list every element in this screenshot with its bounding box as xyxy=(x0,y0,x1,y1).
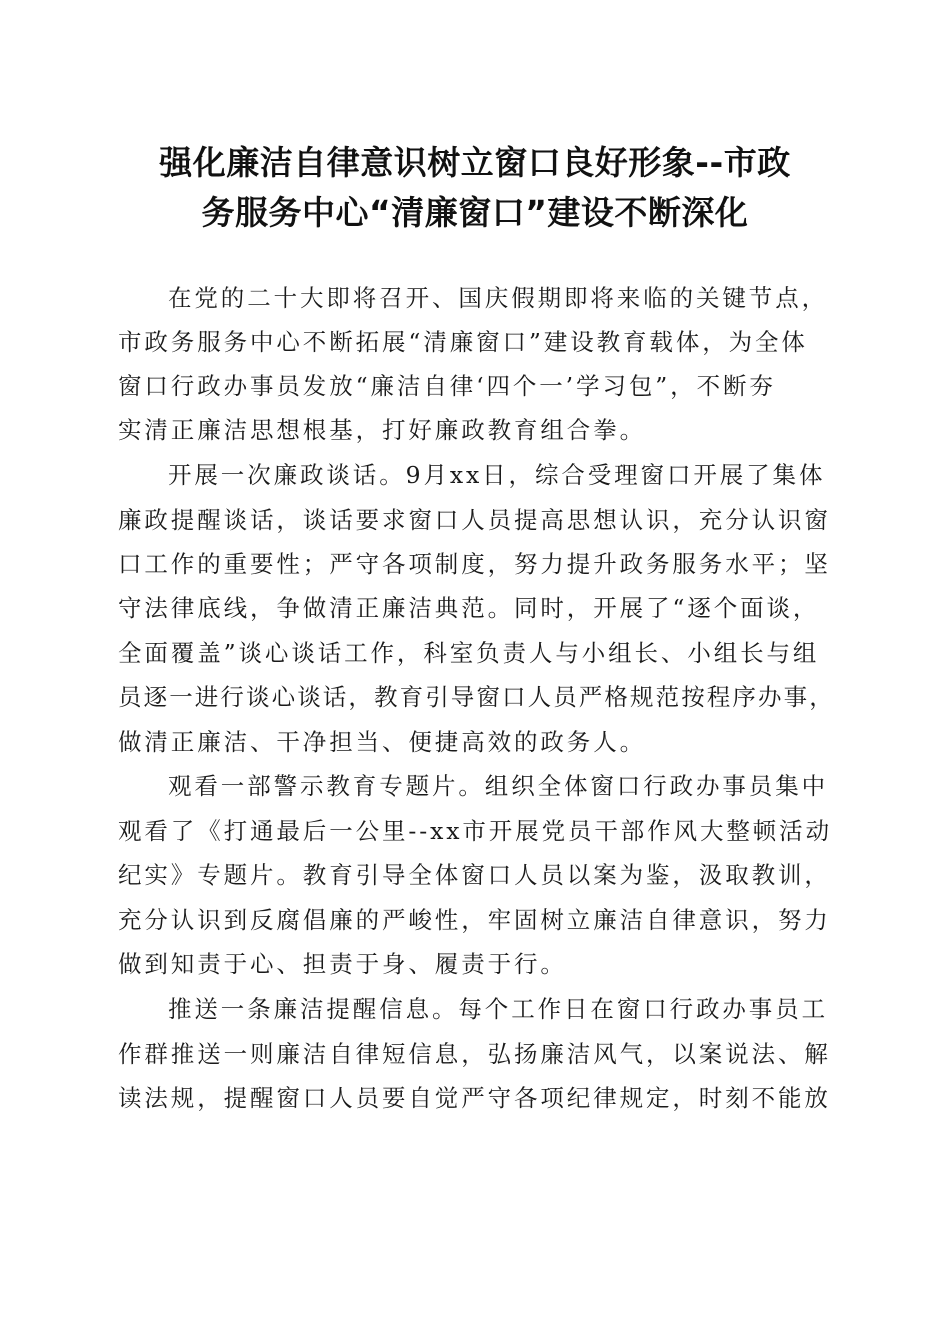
paragraph-line: 做清正廉洁、干净担当、便捷高效的政务人。 xyxy=(118,728,646,756)
paragraph-line: 市政务服务中心不断拓展“清廉窗口”建设教育载体，为全体 xyxy=(118,328,808,356)
paragraph-line: 观看一部警示教育专题片。组织全体窗口行政办事员集中 xyxy=(168,772,828,800)
paragraph-line: 纪实》专题片。教育引导全体窗口人员以案为鉴，汲取教训， xyxy=(118,861,831,889)
paragraph-line: 廉政提醒谈话，谈话要求窗口人员提高思想认识，充分认识窗 xyxy=(118,506,831,534)
title-line-2: 务服务中心“清廉窗口”建设不断深化 xyxy=(201,193,749,232)
paragraph-line: 读法规，提醒窗口人员要自觉严守各项纪律规定，时刻不能放 xyxy=(118,1084,831,1112)
paragraph-line: 员逐一进行谈心谈话，教育引导窗口人员严格规范按程序办事， xyxy=(118,683,835,711)
paragraph-line: 守法律底线，争做清正廉洁典范。同时，开展了“逐个面谈， xyxy=(118,594,820,622)
title-line-1: 强化廉洁自律意识树立窗口良好形象--市政 xyxy=(159,143,791,182)
paragraph-line: 充分认识到反腐倡廉的严峻性，牢固树立廉洁自律意识，努力 xyxy=(118,906,831,934)
paragraph-line: 在党的二十大即将召开、国庆假期即将来临的关键节点， xyxy=(168,284,828,312)
paragraph-line: 全面覆盖”谈心谈话工作，科室负责人与小组长、小组长与组 xyxy=(118,639,820,667)
paragraph-line: 做到知责于心、担责于身、履责于行。 xyxy=(118,950,567,978)
paragraph-line: 开展一次廉政谈话。9月xx日，综合受理窗口开展了集体 xyxy=(168,461,826,489)
paragraph-line: 作群推送一则廉洁自律短信息，弘扬廉洁风气，以案说法、解 xyxy=(118,1040,831,1068)
paragraph-line: 口工作的重要性；严守各项制度，努力提升政务服务水平；坚 xyxy=(118,550,831,578)
paragraph-line: 窗口行政办事员发放“廉洁自律‘四个一’学习包”，不断夯 xyxy=(118,372,776,400)
paragraph-line: 观看了《打通最后一公里--xx市开展党员干部作风大整顿活动 xyxy=(118,817,832,845)
paragraph-line: 实清正廉洁思想根基，打好廉政教育组合拳。 xyxy=(118,416,646,444)
paragraph-line: 推送一条廉洁提醒信息。每个工作日在窗口行政办事员工 xyxy=(168,995,828,1023)
document-title xyxy=(100,138,850,238)
